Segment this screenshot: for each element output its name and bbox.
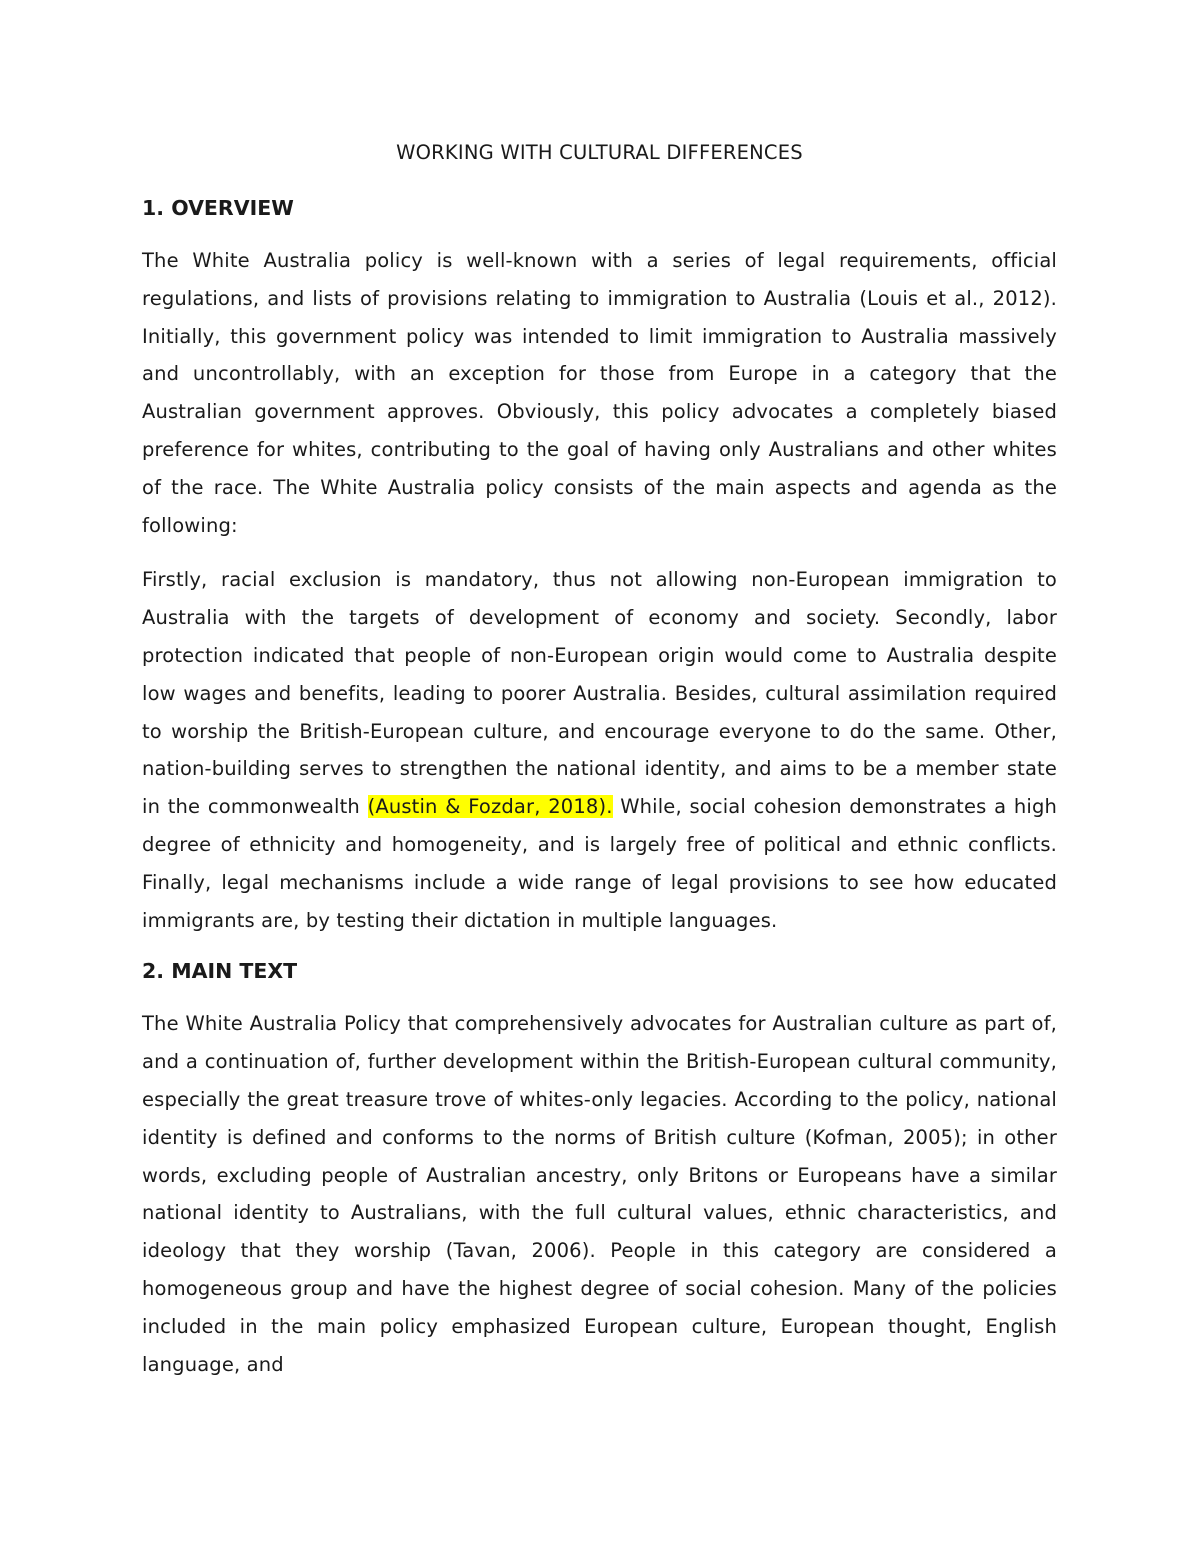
paragraph-main-text-1: The White Australia Policy that comprehensively advocates for Australian culture as part of, and a continuation of, further development within the British-European cultural community, especially the great treasure trove of whites-only legacies. According to the policy, national identity is defined and conforms to the norms of British culture (Kofman, 2005); in other words, excluding people of Australian ancestry, only Britons or Europeans have a similar national identity to Australians, with the full cultural values, ethnic characteristics, and ideology that they worship (Tavan, 2006). People in this category are considered a homogeneous group and have the highest degree of social cohesion. Many of the policies included in the main policy emphasized European culture, European thought, English language, and	[142, 1012, 1057, 1376]
paragraph-overview-2-text-a: Firstly, racial exclusion is mandatory, thus not allowing non-European immigration to Australia with the targets of development of economy and society. Secondly, labor protection indicated that people of non-European origin would come to Australia despite low wages and benefits, leading to poorer Australia. Besides, cultural assimilation required to worship the British-European culture, and encourage everyone to do the same. Other, nation-building serves to strengthen the national identity, and aims to be a member state in the commonwealth	[142, 568, 1057, 819]
paragraph-overview-1: The White Australia policy is well-known with a series of legal requirements, official regulations, and lists of provisions relating to immigration to Australia (Louis et al., 2012). Initially, this government policy was intended to limit immigration to Australia massively and uncontrollably, with an exception for those from Europe in a category that the Australian government approves. Obviously, this policy advocates a completely biased preference for whites, contributing to the goal of having only Australians and other whites of the race. The White Australia policy consists of the main aspects and agenda as the following:	[142, 249, 1057, 537]
paragraph-overview-2-text-b: While, social cohesion demonstrates a high degree of ethnicity and homogeneity, and is largely free of political and ethnic conflicts. Finally, legal mechanisms include a wide range of legal provisions to see how educated immigrants are, by testing their dictation in multiple languages.	[142, 795, 1057, 932]
document-title: WORKING WITH CULTURAL DIFFERENCES	[396, 141, 803, 164]
section-heading-overview: 1. OVERVIEW	[142, 196, 294, 220]
highlighted-citation: (Austin & Fozdar, 2018).	[367, 795, 613, 819]
paragraph-overview-2	[142, 561, 1057, 939]
section-heading-main-text: 2. MAIN TEXT	[142, 959, 298, 984]
